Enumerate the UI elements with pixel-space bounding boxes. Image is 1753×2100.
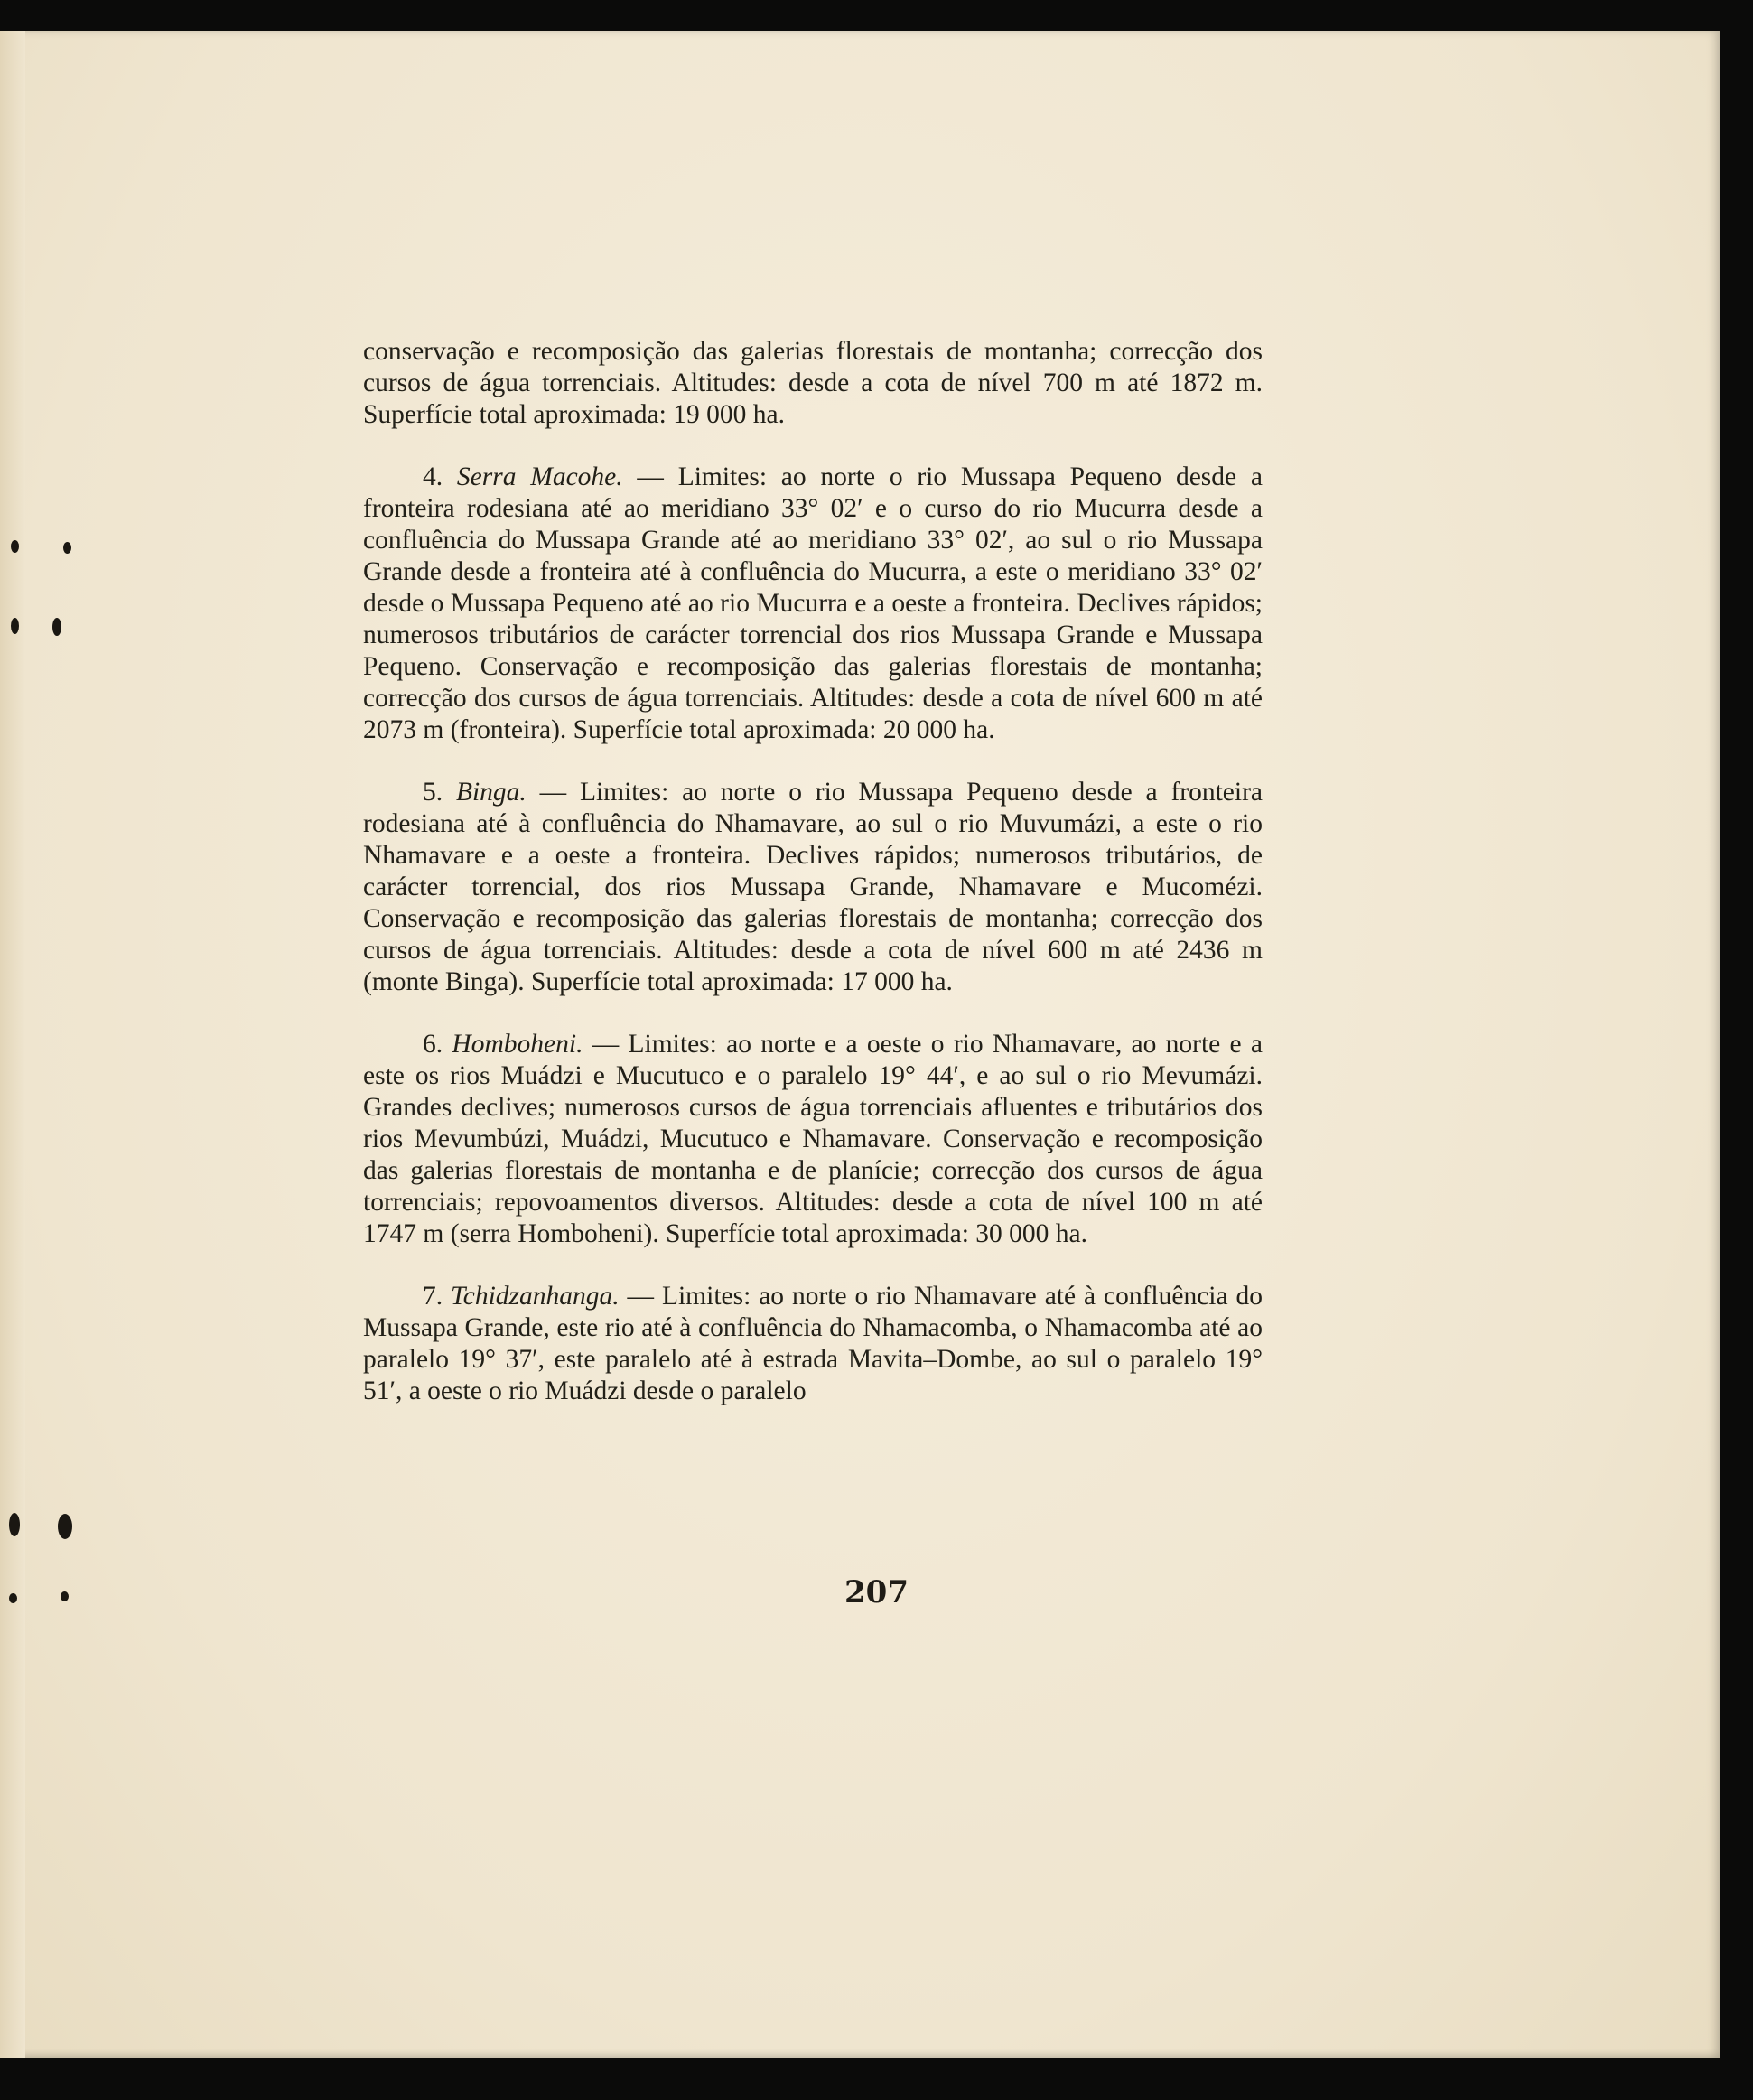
paragraph-text: — Limites: ao norte o rio Mussapa Pequeno desde a fronteira rodesiana até ao meridiano 33° 02′ e o curso do rio Mucurra desde a confluência do Mussapa Grande até ao meridiano 33° 02′, ao sul o rio Mussapa Grande desde a fronteira até à confluência do Mucurra, a este o meridiano 33° 02′ desde o Mussapa Pequeno até ao rio Mucurra e a oeste a fronteira. Declives rápidos; numerosos tributários de carácter torrencial dos rios Mussapa Grande e Mussapa Pequeno. Conservação e recomposição das galerias florestais de montanha; correcção dos cursos de água torrenciais. Altitudes: desde a cota de nível 600 m até 2073 m (fronteira). Superfície total aproximada: 20 000 ha. (363, 462, 1263, 744)
binding-hole (9, 1513, 20, 1536)
item-title: Binga. (455, 778, 527, 807)
page-binding-edge (0, 31, 25, 2058)
paragraph-serra-macohe (363, 462, 1263, 746)
binding-hole (52, 618, 61, 636)
binding-hole (11, 540, 19, 553)
paragraph-tchidzanhanga (363, 1281, 1263, 1407)
paragraph-text: — Limites: ao norte o rio Nhamavare até à confluência do Mussapa Grande, este rio até à confluência do Nhamacomba, o Nhamacomba até ao paralelo 19° 37′, este paralelo até à estrada Mavita–Dombe, ao sul o paralelo 19° 51′, a oeste o rio Muádzi desde o paralelo (363, 1282, 1263, 1405)
item-title: Homboheni. (452, 1030, 583, 1059)
binding-hole (63, 542, 71, 554)
paragraph-text: — Limites: ao norte e a oeste o rio Nhamavare, ao norte e a este os rios Muádzi e Mucutuco e o paralelo 19° 44′, e ao sul o rio Mevumázi. Grandes declives; numerosos cursos de água torrenciais afluentes e tributários dos rios Mevumbúzi, Muádzi, Mucutuco e Nhamavare. Conservação e recomposição das galerias florestais de montanha e de planície; correcção dos cursos de água torrenciais; repovoamentos diversos. Altitudes: desde a cota de nível 100 m até 1747 m (serra Homboheni). Superfície total aproximada: 30 000 ha. (363, 1030, 1263, 1248)
paragraph-binga (363, 777, 1263, 998)
item-title: Serra Macohe. (456, 462, 623, 491)
binding-hole (11, 618, 19, 634)
paragraph-intro (363, 336, 1263, 431)
item-number: 4. (423, 462, 443, 491)
page-number: 207 (844, 1574, 909, 1610)
paragraph-homboheni (363, 1029, 1263, 1250)
item-number: 6. (423, 1030, 443, 1059)
item-title: Tchidzanhanga. (451, 1282, 620, 1311)
item-number: 7. (423, 1282, 443, 1311)
item-number: 5. (423, 778, 443, 807)
body-text (363, 336, 1263, 1438)
paragraph-text: conservação e recomposição das galerias florestais de montanha; correcção dos cursos de água torrenciais. Altitudes: desde a cota de nível 700 m até 1872 m. Superfície total aproximada: 19 000 ha. (363, 337, 1263, 429)
binding-hole (58, 1514, 72, 1539)
paragraph-text: — Limites: ao norte o rio Mussapa Pequeno desde a fronteira rodesiana até à confluência do Nhamavare, ao sul o rio Muvumázi, a este o rio Nhamavare e a oeste a fronteira. Declives rápidos; numerosos tributários, de carácter torrencial, dos rios Mussapa Grande, Nhamavare e Mucomézi. Conservação e recomposição das galerias florestais de montanha; correcção dos cursos de água torrenciais. Altitudes: desde a cota de nível 600 m até 2436 m (monte Binga). Superfície total aproximada: 17 000 ha. (363, 778, 1263, 996)
